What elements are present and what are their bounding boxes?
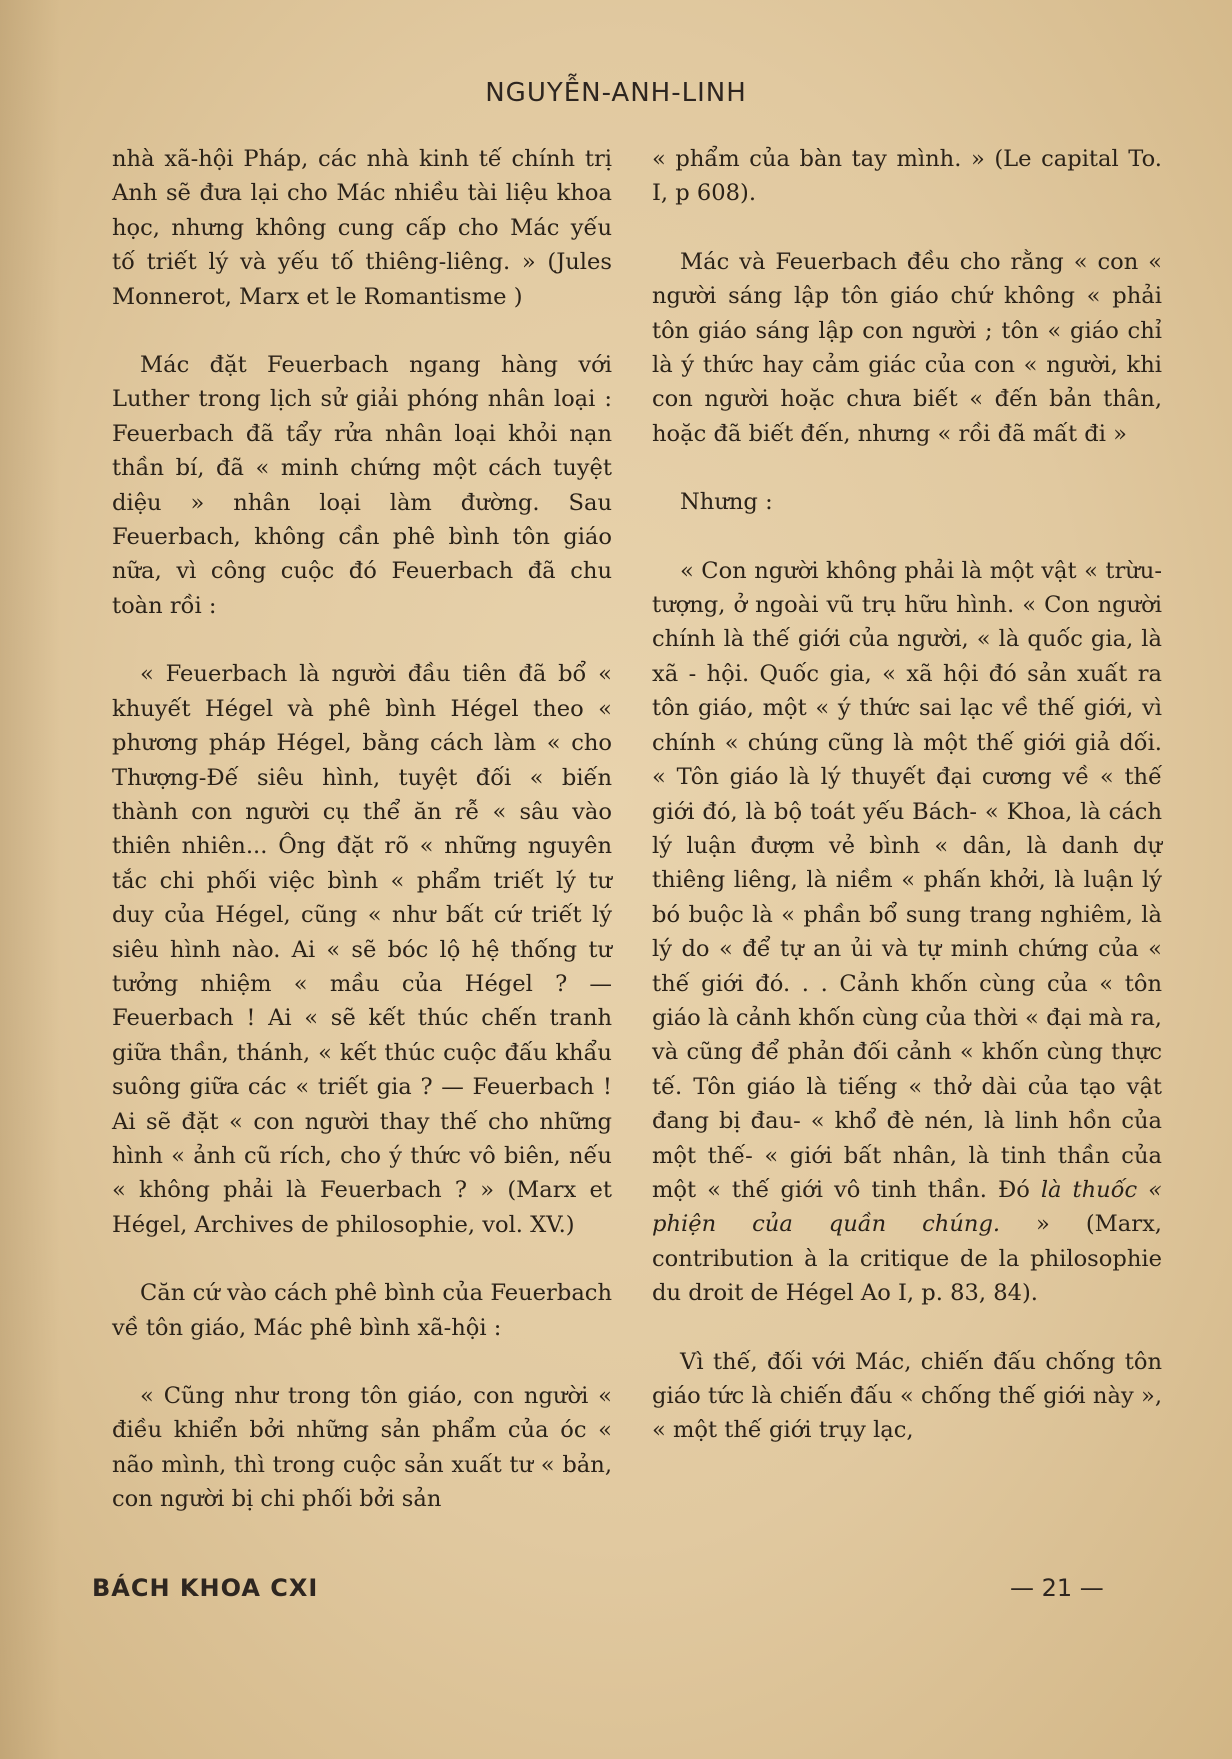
paragraph-feuerbach-luther: Mác đặt Feuerbach ngang hàng với Luther trong lịch sử giải phóng nhân loại : Feuerbach đã tẩy rửa nhân loại khỏi nạn thần bí, đã « minh chứng một cách tuyệt diệu » nhân loại làm đường. Sau Feuerbach, không cần phê bình tôn giáo nữa, vì công cuộc đó Feuerbach đã chu toàn rồi : — [112, 352, 612, 619]
paragraph-struggle: Vì thế, đối với Mác, chiến đấu chống tôn giáo tức là chiến đấu « chống thế giới này », « một thế giới trụy lạc, — [652, 1348, 1162, 1444]
quote-opium-citation: » (Marx, contribution à la critique de la philosophie du droit de Hégel Ao I, p. 83, 84). — [652, 1211, 1162, 1307]
paper-edge-stain — [0, 0, 60, 1759]
paragraph-nhung: Nhưng : — [680, 489, 773, 516]
quote-opium-italic: là thuốc « phiện của quần chúng. — [652, 1176, 1163, 1238]
quote-opium — [652, 554, 1162, 1311]
running-header: NGUYỄN-ANH-LINH — [485, 78, 747, 108]
quote-opium-body: « Con người không phải là một vật « trừu-tượng, ở ngoài vũ trụ hữu hình. « Con người chính là thế giới của người, « là quốc gia, là xã - hội. Quốc gia, « xã hội đó sản xuất ra tôn giáo, một « ý thức sai lạc về thế giới, vì chính « chúng cũng là một thế giới giả dối. « Tôn giáo là lý thuyết đại cương về « thế giới đó, là bộ toát yếu Bách- « Khoa, là cách lý luận đượm vẻ bình « dân, là danh dự thiêng liêng, là niềm « phấn khởi, là luận lý bó buộc là « phần bổ sung trang nghiêm, là lý do « để tự an ủi và tự minh chứng của « thế giới đó. . . Cảnh khốn cùng của « tôn giáo là cảnh khốn cùng của thời « đại mà ra, và cũng để phản đối cảnh « khốn cùng thực tế. Tôn giáo là tiếng « thở dài của tạo vật đang bị đau- « khổ đè nén, là linh hồn của một thế- « giới bất nhân, là tinh thần của một « thế giới vô tinh thần. Đó — [652, 557, 1162, 1203]
quote-capital: « Cũng như trong tôn giáo, con người « điều khiển bởi những sản phẩm của óc « não mình, thì trong cuộc sản xuất tư « bản, con người bị chi phối bởi sản — [112, 1383, 612, 1513]
right-column — [652, 142, 1162, 1482]
paragraph-social-critique: Căn cứ vào cách phê bình của Feuerbach về tôn giáo, Mác phê bình xã-hội : — [112, 1280, 612, 1341]
footer-page-number: — 21 — — [1010, 1574, 1104, 1602]
quote-capital-end: « phẩm của bàn tay mình. » (Le capital To. I, p 608). — [652, 146, 1162, 207]
quote-feuerbach-hegel: « Feuerbach là người đầu tiên đã bổ « khuyết Hégel và phê bình Hégel theo « phương pháp Hégel, bằng cách làm « cho Thượng-Đế siêu hình, tuyệt đối « biến thành con người cụ thể ăn rễ « sâu vào thiên nhiên... Ông đặt rõ « những nguyên tắc chi phối việc bình « phẩm triết lý tư duy của Hégel, cũng « như bất cứ triết lý siêu hình nào. Ai « sẽ bóc lộ hệ thống tư tưởng nhiệm « mầu của Hégel ? — Feuerbach ! Ai « sẽ kết thúc chến tranh giữa thần, thánh, « kết thúc cuộc đấu khẩu suông giữa các « triết gia ? — Feuerbach ! Ai sẽ đặt « con người thay thế cho những hình « ảnh cũ rích, cho ý thức vô biên, nếu « không phải là Feuerbach ? » (Marx et Hégel, Archives de philosophie, vol. XV.) — [112, 661, 612, 1238]
paragraph-religion-founding: Mác và Feuerbach đều cho rằng « con « người sáng lập tôn giáo chứ không « phải tôn giáo sáng lập con người ; tôn « giáo chỉ là ý thức hay cảm giác của con « người, khi con người hoặc chưa biết « đến bản thân, hoặc đã biết đến, nhưng « rồi đã mất đi » — [652, 248, 1162, 447]
paragraph-monnerot-quote: nhà xã-hội Pháp, các nhà kinh tế chính trị Anh sẽ đưa lại cho Mác nhiều tài liệu khoa học, nhưng không cung cấp cho Mác yếu tố triết lý và yếu tố thiêng-liêng. » (Jules Monnerot, Marx et le Romantisme ) — [112, 146, 612, 310]
footer-magazine-title: BÁCH KHOA CXI — [92, 1574, 319, 1602]
left-column — [112, 142, 612, 1551]
